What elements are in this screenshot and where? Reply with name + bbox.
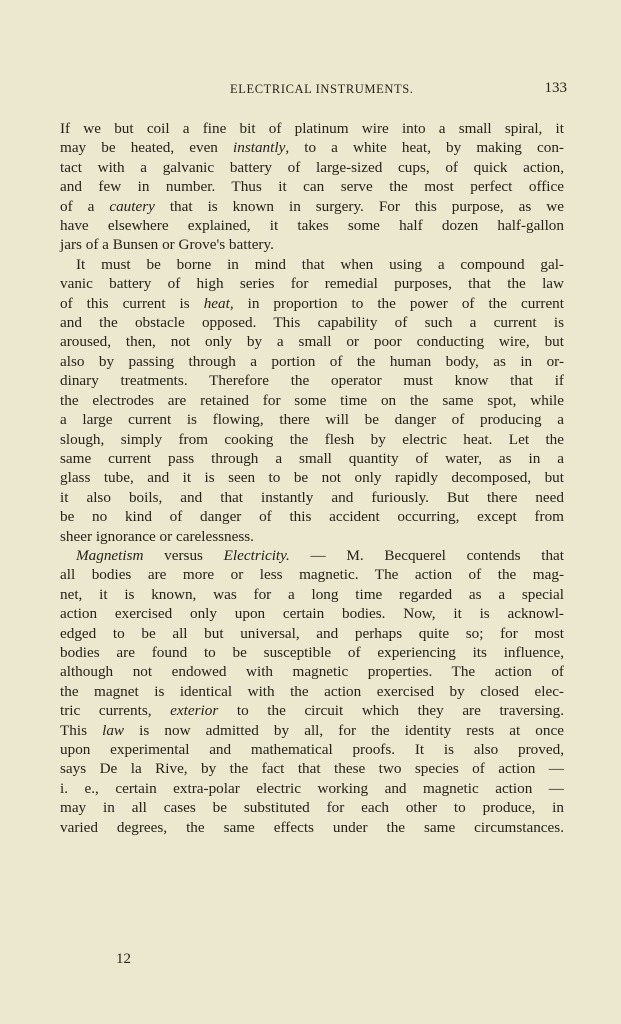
text-line [60, 177, 564, 196]
text-segment: also by passing through a portion of the human body, as in or- [60, 352, 564, 370]
text-line [60, 138, 564, 157]
text-segment: , to a white heat, by making con- [285, 139, 564, 157]
text-segment: — M. Becquerel contends that [289, 546, 564, 564]
text-segment: of this current is [60, 294, 204, 312]
text-segment: be no kind of danger of this accident occurring, except from [60, 508, 564, 526]
italic-text: Electricity. [223, 546, 290, 564]
text-segment: is now admitted by all, for the identity rests at once [124, 721, 564, 739]
text-segment: the magnet is identical with the action exercised by closed elec- [60, 682, 564, 700]
text-line [60, 255, 564, 274]
text-segment: dinary treatments. Therefore the operator must know that if [60, 372, 564, 390]
text-line [60, 274, 564, 293]
text-segment: , in proportion to the power of the current [229, 294, 564, 312]
text-segment: vanic battery of high series for remedial purposes, that the law [60, 275, 564, 293]
text-segment: sheer ignorance or carelessness. [60, 527, 254, 545]
text-line [60, 604, 564, 623]
text-line [60, 391, 564, 410]
body-text [60, 119, 564, 837]
text-line [60, 294, 564, 313]
page-number: 133 [544, 80, 567, 96]
text-line [60, 779, 564, 798]
text-segment: slough, simply from cooking the flesh by electric heat. Let the [60, 430, 564, 448]
signature-mark: 12 [116, 951, 131, 967]
text-line [60, 798, 564, 817]
text-segment: it also boils, and that instantly and furiously. But there need [60, 488, 564, 506]
text-segment: all bodies are more or less magnetic. The action of the mag- [60, 566, 564, 584]
text-segment: and few in number. Thus it can serve the most perfect office [60, 178, 564, 196]
text-line [60, 701, 564, 720]
text-line [60, 410, 564, 429]
text-segment: may in all cases be substituted for each other to produce, in [60, 799, 564, 817]
text-segment: versus [143, 546, 224, 564]
text-line [60, 624, 564, 643]
text-segment: edged to be all but universal, and perhaps quite so; for most [60, 624, 564, 642]
text-segment: This [60, 721, 103, 739]
text-segment: of a [60, 197, 110, 215]
text-segment: to the circuit which they are traversing. [218, 702, 564, 720]
text-line [60, 352, 564, 371]
text-line [60, 332, 564, 351]
text-segment: may be heated, even [60, 139, 234, 157]
text-line [60, 430, 564, 449]
text-segment: tact with a galvanic battery of large-sized cups, of quick action, [60, 158, 564, 176]
text-segment: i. e., certain extra-polar electric working and magnetic action — [60, 779, 564, 797]
text-segment: says De la Rive, by the fact that these two species of action — [60, 760, 564, 778]
text-segment: same current pass through a small quantity of water, as in a [60, 449, 564, 467]
text-segment: aroused, then, not only by a small or poor conducting wire, but [60, 333, 564, 351]
text-segment: It must be borne in mind that when using a compound gal- [76, 255, 564, 273]
text-line [60, 449, 564, 468]
text-line [60, 371, 564, 390]
text-segment: that is known in surgery. For this purpose, as we [154, 197, 564, 215]
text-line [60, 643, 564, 662]
italic-text: instantly [233, 139, 286, 157]
text-segment: tric currents, [60, 702, 171, 720]
text-line [60, 488, 564, 507]
text-segment: the electrodes are retained for some time on the same spot, while [60, 391, 564, 409]
italic-text: law [102, 721, 125, 739]
text-line [60, 662, 564, 681]
text-segment: have elsewhere explained, it takes some half dozen half-gallon [60, 217, 564, 235]
page-header [0, 80, 621, 100]
text-segment: although not endowed with magnetic properties. The action of [60, 663, 564, 681]
text-line [60, 235, 564, 254]
text-segment: and the obstacle opposed. This capability of such a current is [60, 314, 564, 332]
text-line [60, 721, 564, 740]
text-line [60, 313, 564, 332]
text-segment: a large current is flowing, there will be danger of producing a [60, 411, 564, 429]
text-line [60, 682, 564, 701]
italic-text: cautery [109, 197, 155, 215]
italic-text: heat [203, 294, 230, 312]
text-segment: jars of a Bunsen or Grove's battery. [60, 236, 274, 254]
text-segment: varied degrees, the same effects under the same circumstances. [60, 818, 564, 836]
text-segment: If we but coil a fine bit of platinum wire into a small spiral, it [60, 120, 564, 137]
text-line [60, 216, 564, 235]
text-line [60, 158, 564, 177]
text-segment: action exercised only upon certain bodies. Now, it is acknowl- [60, 605, 564, 623]
text-line [60, 740, 564, 759]
text-line [60, 546, 564, 565]
running-head: ELECTRICAL INSTRUMENTS. [230, 82, 414, 96]
text-segment: glass tube, and it is seen to be not only rapidly decomposed, but [60, 469, 564, 487]
text-line [60, 119, 564, 138]
text-line [60, 507, 564, 526]
text-line [60, 818, 564, 837]
text-segment: upon experimental and mathematical proofs. It is also proved, [60, 741, 564, 758]
text-line [60, 527, 564, 546]
italic-text: Magnetism [76, 546, 144, 564]
text-line [60, 585, 564, 604]
text-line [60, 759, 564, 778]
text-line [60, 468, 564, 487]
text-segment: bodies are found to be susceptible of experiencing its influence, [60, 643, 564, 661]
text-segment: net, it is known, was for a long time regarded as a special [60, 585, 564, 603]
text-line [60, 197, 564, 216]
italic-text: exterior [170, 702, 219, 720]
text-line [60, 565, 564, 584]
